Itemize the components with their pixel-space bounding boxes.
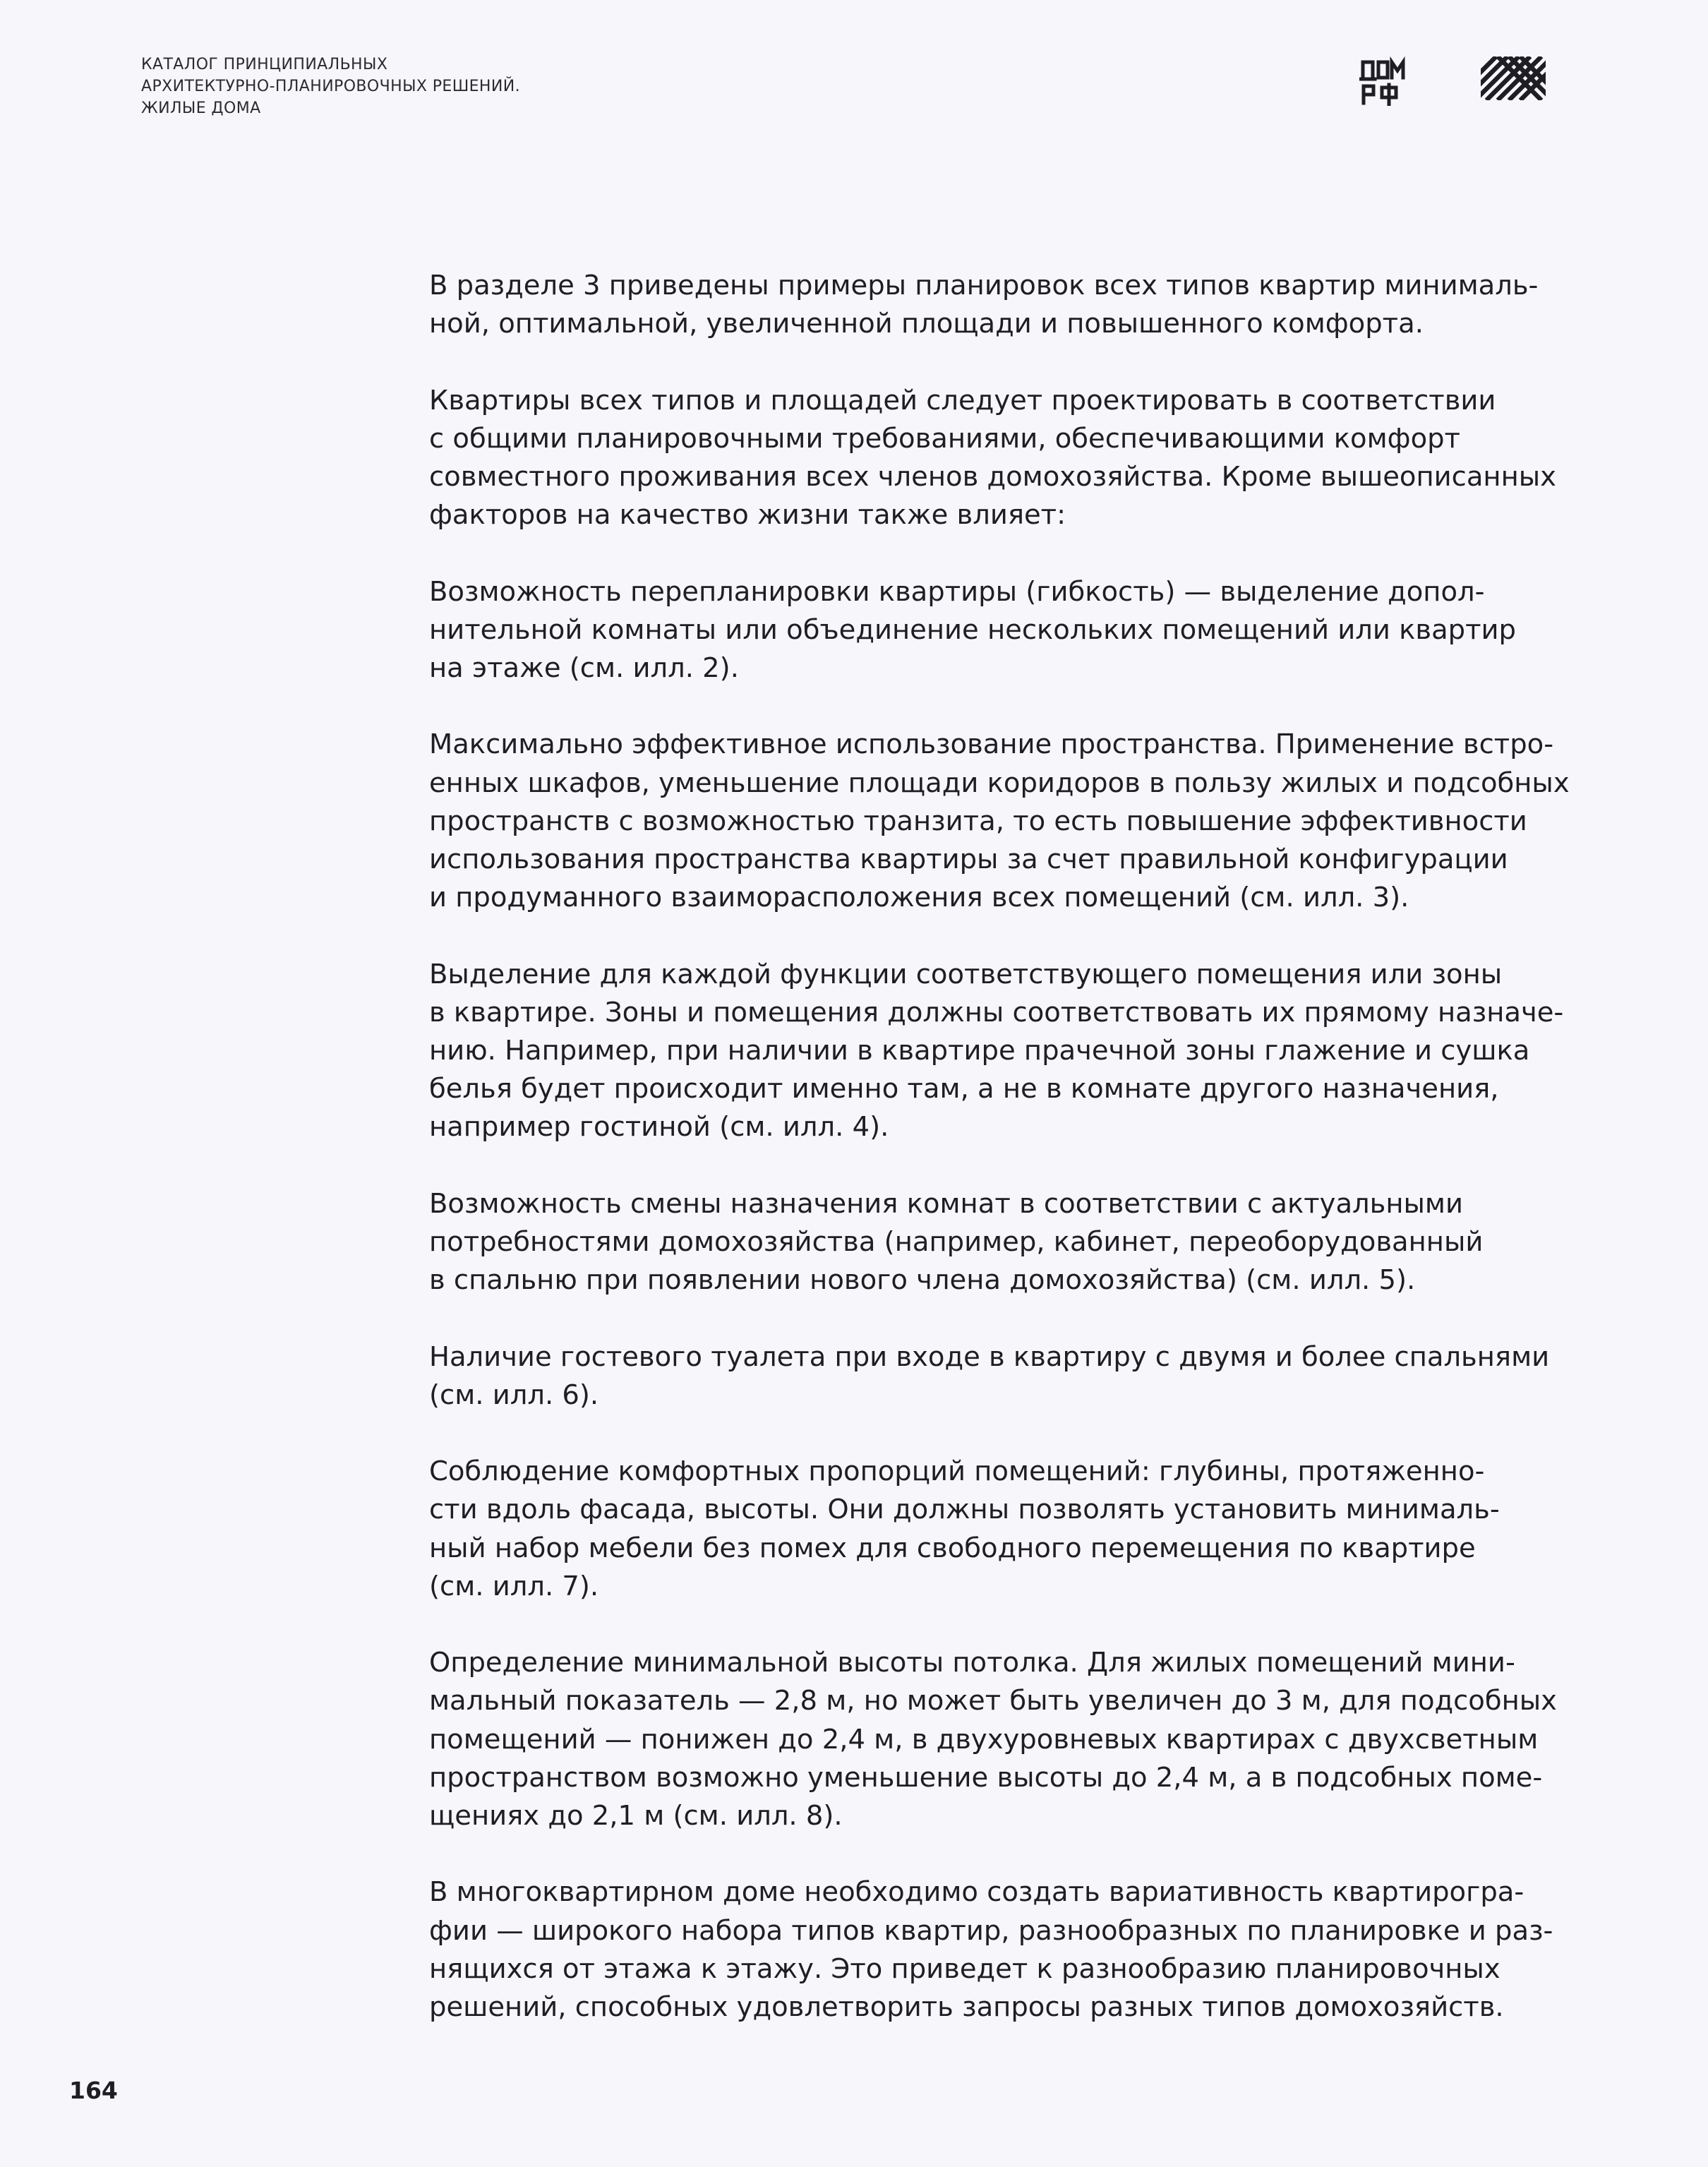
text-line: помещений — понижен до 2,4 м, в двухуровневых квартирах с двухсветным [429, 1723, 1539, 1755]
page-number: 164 [69, 2077, 118, 2104]
text-line: нительной комнаты или объединение нескольких помещений или квартир [429, 613, 1516, 646]
paragraph [429, 1644, 1558, 1835]
paragraph [429, 956, 1564, 1147]
text-line: щениях до 2,1 м (см. илл. 8). [429, 1800, 843, 1832]
text-line: енных шкафов, уменьшение площади коридоров в пользу жилых и подсобных [429, 767, 1570, 799]
paragraph [429, 1453, 1558, 1606]
catalog-title-line: КАТАЛОГ ПРИНЦИПИАЛЬНЫХ [141, 56, 388, 73]
dom-rf-logo-icon [1359, 56, 1407, 106]
text-line: Возможность перепланировки квартиры (гибкость) — выделение допол- [429, 575, 1485, 608]
text-line: Определение минимальной высоты потолка. Для жилых помещений мини- [429, 1647, 1515, 1679]
text-line: мальный показатель — 2,8 м, но может быть увеличен до 3 м, для подсобных [429, 1685, 1557, 1717]
text-line: (см. илл. 7). [429, 1570, 599, 1602]
text-line: (см. илл. 6). [429, 1379, 599, 1411]
catalog-title-line: АРХИТЕКТУРНО-ПЛАНИРОВОЧНЫХ РЕШЕНИЙ. [141, 78, 520, 95]
paragraph [429, 1873, 1558, 2027]
text-line: фии — широкого набора типов квартир, разнообразных по планировке и раз- [429, 1914, 1553, 1947]
text-line: например гостиной (см. илл. 4). [429, 1111, 889, 1143]
text-line: пространств с возможностью транзита, то есть повышение эффективности [429, 805, 1527, 837]
text-line: и продуманного взаиморасположения всех помещений (см. илл. 3). [429, 882, 1409, 914]
text-line: ный набор мебели без помех для свободного перемещения по квартире [429, 1532, 1476, 1564]
text-line: с общими планировочными требованиями, обеспечивающими комфорт [429, 422, 1460, 455]
main-text [429, 267, 1570, 2027]
text-line: в спальню при появлении нового члена домохозяйства) (см. илл. 5). [429, 1264, 1416, 1297]
text-line: использования пространства квартиры за счет правильной конфигурации [429, 844, 1508, 875]
text-line: Возможность смены назначения комнат в соответствии с актуальными [429, 1187, 1463, 1220]
paragraph [429, 1185, 1558, 1300]
paragraph [429, 726, 1570, 917]
text-line: В разделе 3 приведены примеры планировок всех типов квартир минималь- [429, 270, 1539, 301]
text-line: Квартиры всех типов и площадей следует проектировать в соответствии [429, 384, 1496, 416]
text-line: нящихся от этажа к этажу. Это приведет к разнообразию планировочных [429, 1952, 1500, 1985]
text-line: решений, способных удовлетворить запросы разных типов домохозяйств. [429, 1991, 1504, 2023]
text-line: в квартире. Зоны и помещения должны соответствовать их прямому назначе- [429, 996, 1564, 1028]
text-line: пространством возможно уменьшение высоты до 2,4 м, а в подсобных поме- [429, 1761, 1543, 1794]
text-line: факторов на качество жизни также влияет: [429, 499, 1066, 532]
text-line: Выделение для каждой функции соответствующего помещения или зоны [429, 958, 1503, 990]
text-line: совместного проживания всех членов домохозяйства. Кроме вышеописанных [429, 461, 1556, 493]
text-line: потребностями домохозяйства (например, кабинет, переоборудованный [429, 1226, 1484, 1258]
text-line: Соблюдение комфортных пропорций помещений: глубины, протяженно- [429, 1455, 1485, 1488]
text-line: белья будет происходит именно там, а не в комнате другого назначения, [429, 1073, 1499, 1105]
text-line: сти вдоль фасада, высоты. Они должны позволять установить минималь- [429, 1494, 1500, 1526]
paragraph [429, 573, 1558, 688]
catalog-title-line: ЖИЛЫЕ ДОМА [141, 100, 261, 117]
text-line: В многоквартирном доме необходимо создать вариативность квартирогра- [429, 1876, 1524, 1909]
text-line: на этаже (см. илл. 2). [429, 652, 739, 684]
text-line: Максимально эффективное использование пространства. Применение встро- [429, 728, 1554, 761]
paragraph [429, 267, 1558, 343]
text-line: ной, оптимальной, увеличенной площади и повышенного комфорта. [429, 308, 1424, 340]
paragraph [429, 382, 1558, 535]
catalog-title [141, 54, 776, 119]
text-line: нию. Например, при наличии в квартире прачечной зоны глажение и сушка [429, 1035, 1530, 1067]
text-line: Наличие гостевого туалета при входе в квартиру с двумя и более спальнями [429, 1340, 1550, 1373]
diagonal-pattern-logo-icon [1481, 56, 1546, 100]
paragraph [429, 1338, 1558, 1415]
